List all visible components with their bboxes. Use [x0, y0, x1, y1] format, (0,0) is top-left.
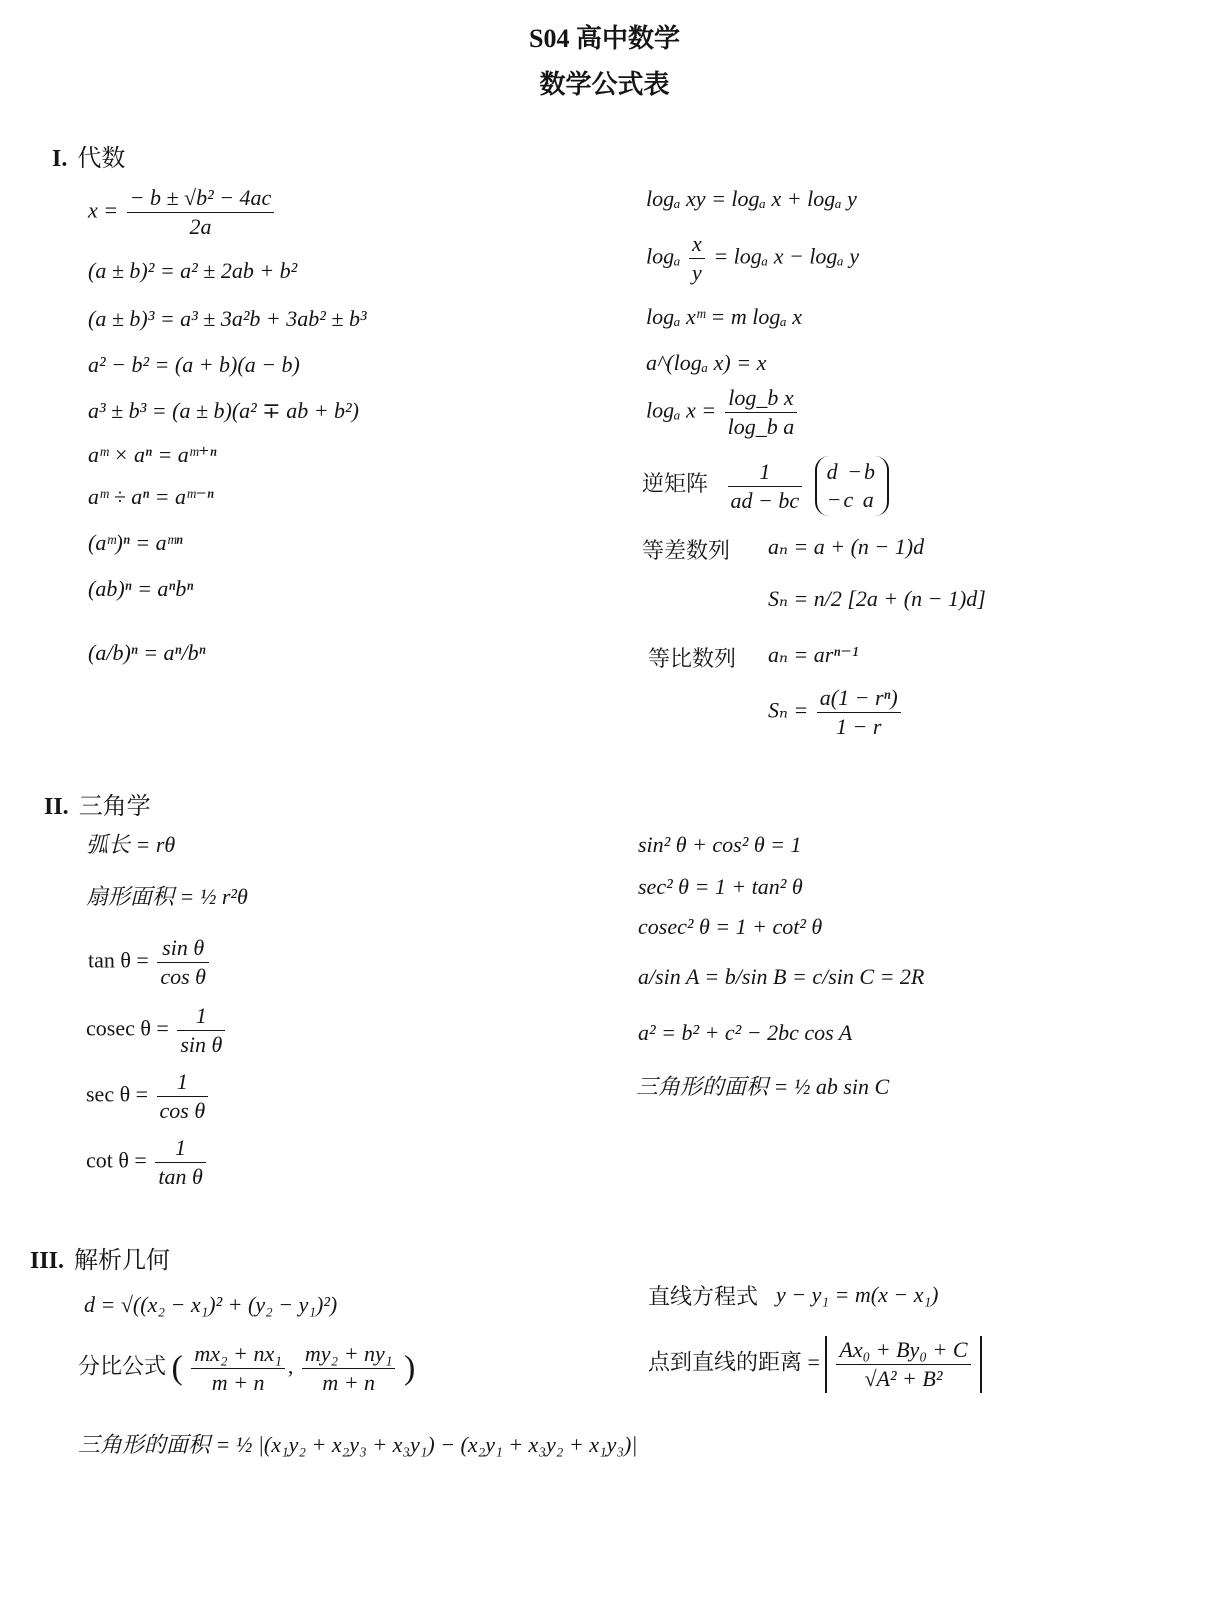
- formula-power-of-product: (ab)ⁿ = aⁿbⁿ: [88, 576, 194, 601]
- geometric-sequence-label: 等比数列: [648, 646, 737, 671]
- formula-distance: d = √((x₂ − x₁)² + (y₂ − y₁)²): [84, 1292, 338, 1317]
- formula-sum-of-cubes: a³ ± b³ = (a ± b)(a² ∓ ab + b²): [88, 398, 359, 423]
- section-heading-analytic-geometry: III. 解析几何: [30, 1248, 171, 1274]
- formula-pythagorean-identity: sin² θ + cos² θ = 1: [638, 832, 802, 857]
- arithmetic-sequence-label: 等差数列: [642, 538, 731, 563]
- formula-geometric-nth-term: aₙ = arⁿ⁻¹: [768, 642, 859, 667]
- formula-difference-of-squares: a² − b² = (a + b)(a − b): [88, 352, 300, 377]
- formula-log-power: logₐ xᵐ = m logₐ x: [646, 304, 803, 329]
- formula-tan: tan θ = $\frac{\text{sin θ}}{\text{cos θ}}$: [88, 934, 212, 991]
- formula-square-binomial: (a ± b)² = a² ± 2ab + b²: [88, 258, 298, 283]
- quadratic-formula: x = $\frac{\text{− b ± √b² − 4ac}}{2a}$: [88, 184, 277, 241]
- formula-log-change-of-base: logₐ x = $\frac{\text{log\_b x}}{\text{log\_b a}}$: [646, 384, 800, 441]
- formula-cosec-identity: cosec² θ = 1 + cot² θ: [638, 914, 823, 939]
- formula-section: 分比公式 ( $\frac{\text{mx₂ + nx₁}}{m + n}$ , $\frac{\text{my₂ + ny₁}}{m + n}$ ): [78, 1341, 416, 1395]
- formula-inverse-matrix: 逆矩阵 $\frac{1}{ad - bc}$ d −b −c a: [642, 456, 889, 516]
- formula-triangle-area-coordinates: 三角形的面积 = ½ |(x₁y₂ + x₂y₃ + x₃y₁) − (x₂y₁ + x₃y₂ + x₁y₃)|: [78, 1432, 638, 1457]
- formula-power-of-power: (aᵐ)ⁿ = aᵐⁿ: [88, 530, 183, 555]
- line-equation-label: 直线方程式: [648, 1284, 759, 1309]
- formula-sector-area: 扇形面积 = ½ r²θ: [86, 884, 248, 909]
- matrix: d −b −c a: [815, 456, 889, 516]
- page-title: S04 高中数学: [529, 24, 680, 53]
- formula-power-of-quotient: (a/b)ⁿ = aⁿ/bⁿ: [88, 640, 206, 665]
- formula-cosine-rule: a² = b² + c² − 2bc cos A: [638, 1020, 853, 1045]
- section-heading-trigonometry: II. 三角学: [44, 794, 151, 820]
- formula-arc-length: 弧长 = rθ: [86, 832, 176, 857]
- formula-point-line-distance: 点到直线的距离 = $\frac{\text{Ax₀ + By₀ + C}}{\text{√A² + B²}}$: [648, 1336, 982, 1393]
- formula-arithmetic-nth-term: aₙ = a + (n − 1)d: [768, 534, 925, 559]
- formula-exponent-product: aᵐ × aⁿ = aᵐ⁺ⁿ: [88, 442, 217, 467]
- formula-exponent-quotient: aᵐ ÷ aⁿ = aᵐ⁻ⁿ: [88, 484, 214, 509]
- formula-sec: sec θ = $\frac{1}{\text{cos θ}}$: [86, 1068, 211, 1125]
- formula-log-product: logₐ xy = logₐ x + logₐ y: [646, 186, 857, 211]
- formula-geometric-sum: Sₙ = $\frac{\text{a(1 − rⁿ)}}{1 - r}$: [768, 684, 904, 741]
- formula-triangle-area-sine: 三角形的面积 = ½ ab sin C: [636, 1074, 890, 1099]
- formula-sec-identity: sec² θ = 1 + tan² θ: [638, 874, 803, 899]
- formula-log-quotient: logₐ $\frac{x}{y}$ = logₐ x − logₐ y: [646, 231, 860, 285]
- formula-cube-binomial: (a ± b)³ = a³ ± 3a²b + 3ab² ± b³: [88, 306, 367, 331]
- formula-cosec: cosec θ = $\frac{1}{\text{sin θ}}$: [86, 1002, 228, 1059]
- formula-arithmetic-sum: Sₙ = n/2 [2a + (n − 1)d]: [768, 586, 986, 611]
- formula-sine-rule: a/sin A = b/sin B = c/sin C = 2R: [638, 964, 925, 989]
- formula-log-identity: a^(logₐ x) = x: [646, 350, 767, 375]
- formula-line-equation: y − y₁ = m(x − x₁): [776, 1282, 939, 1307]
- section-heading-algebra: I. 代数: [52, 146, 126, 172]
- page-subtitle: 数学公式表: [539, 70, 670, 99]
- formula-cot: cot θ = $\frac{1}{\text{tan θ}}$: [86, 1134, 209, 1191]
